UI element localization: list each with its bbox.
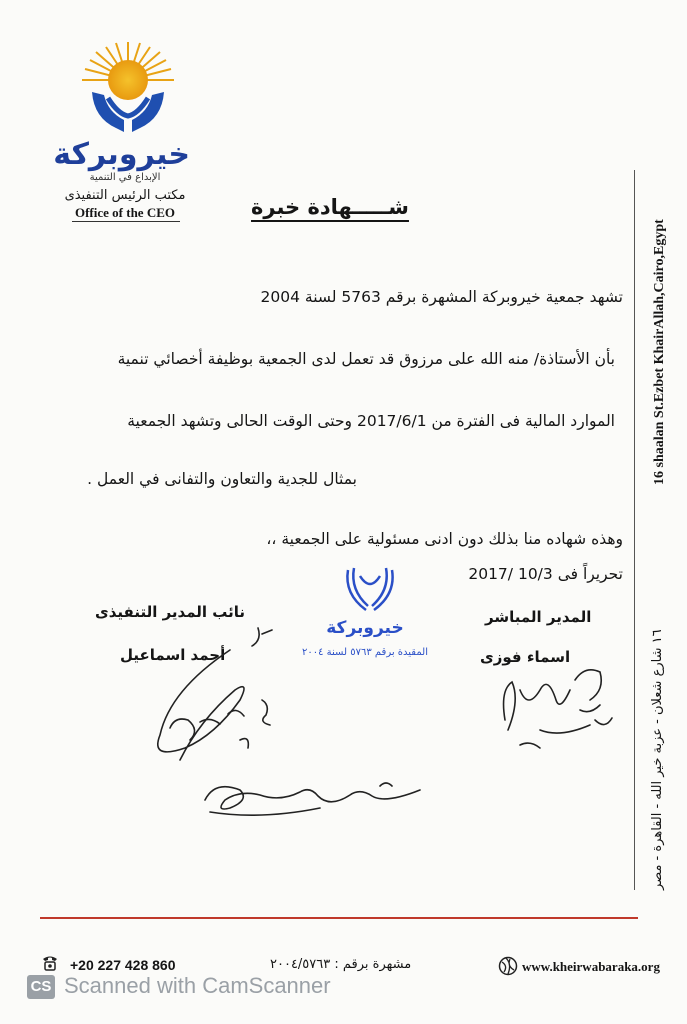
address-arabic: ١٦ شارع شعلان - عزبة خير الله - القاهرة - مصر <box>650 629 665 890</box>
camscanner-logo-icon: CS <box>27 975 55 999</box>
stamp-registration: المقيدة برقم ٥٧٦٣ لسنة ٢٠٠٤ <box>302 647 428 658</box>
stamp-hands-icon <box>340 566 400 616</box>
phone-icon <box>40 952 60 972</box>
globe-icon <box>498 956 518 976</box>
office-title-arabic: مكتب الرئيس التنفيذى <box>64 188 186 203</box>
body-line: بمثال للجدية والتعاون والتفانى في العمل . <box>87 470 357 488</box>
footer-phone[interactable]: +20 227 428 860 <box>70 957 176 973</box>
footer-registration: مشهرة برقم : ٢٠٠٤/٥٧٦٣ <box>270 957 412 972</box>
footer-divider <box>40 917 638 919</box>
direct-manager-name: اسماء فوزى <box>480 648 571 666</box>
margin-divider <box>634 170 635 890</box>
divider <box>72 221 180 222</box>
address-english: 16 shaalan St.Ezbet KhairAllah,Cairo,Egypt <box>652 219 667 485</box>
logo-wordmark: خيروبركة <box>53 137 190 172</box>
deputy-director-title: نائب المدير التنفيذى <box>95 603 246 621</box>
document-title: شـــــهادة خبرة <box>251 195 409 219</box>
deputy-director-name: أحمد اسماعيل <box>120 646 226 664</box>
body-line: الموارد المالية فى الفترة من 2017/6/1 وحتى الوقت الحالى وتشهد الجمعية <box>127 412 615 430</box>
camscanner-watermark: Scanned with CamScanner <box>64 973 331 998</box>
stamp-wordmark: خيروبركة <box>326 618 404 638</box>
office-title-english: Office of the CEO <box>74 205 175 220</box>
logo-tagline: الإبداع في التنمية <box>89 172 161 183</box>
issue-date: تحريراً فى 10/3 /2017 <box>468 565 623 583</box>
body-line: بأن الأستاذة/ منه الله على مرزوق قد تعمل لدى الجمعية بوظيفة أخصائي تنمية <box>117 350 615 368</box>
footer-website-link[interactable]: www.kheirwabaraka.org <box>522 959 660 974</box>
body-line: وهذه شهاده منا بذلك دون ادنى مسئولية على الجمعية ،، <box>266 530 623 548</box>
body-line: تشهد جمعية خيروبركة المشهرة برقم 5763 لسنة 2004 <box>260 288 623 306</box>
direct-manager-title: المدير المباشر <box>485 608 592 626</box>
